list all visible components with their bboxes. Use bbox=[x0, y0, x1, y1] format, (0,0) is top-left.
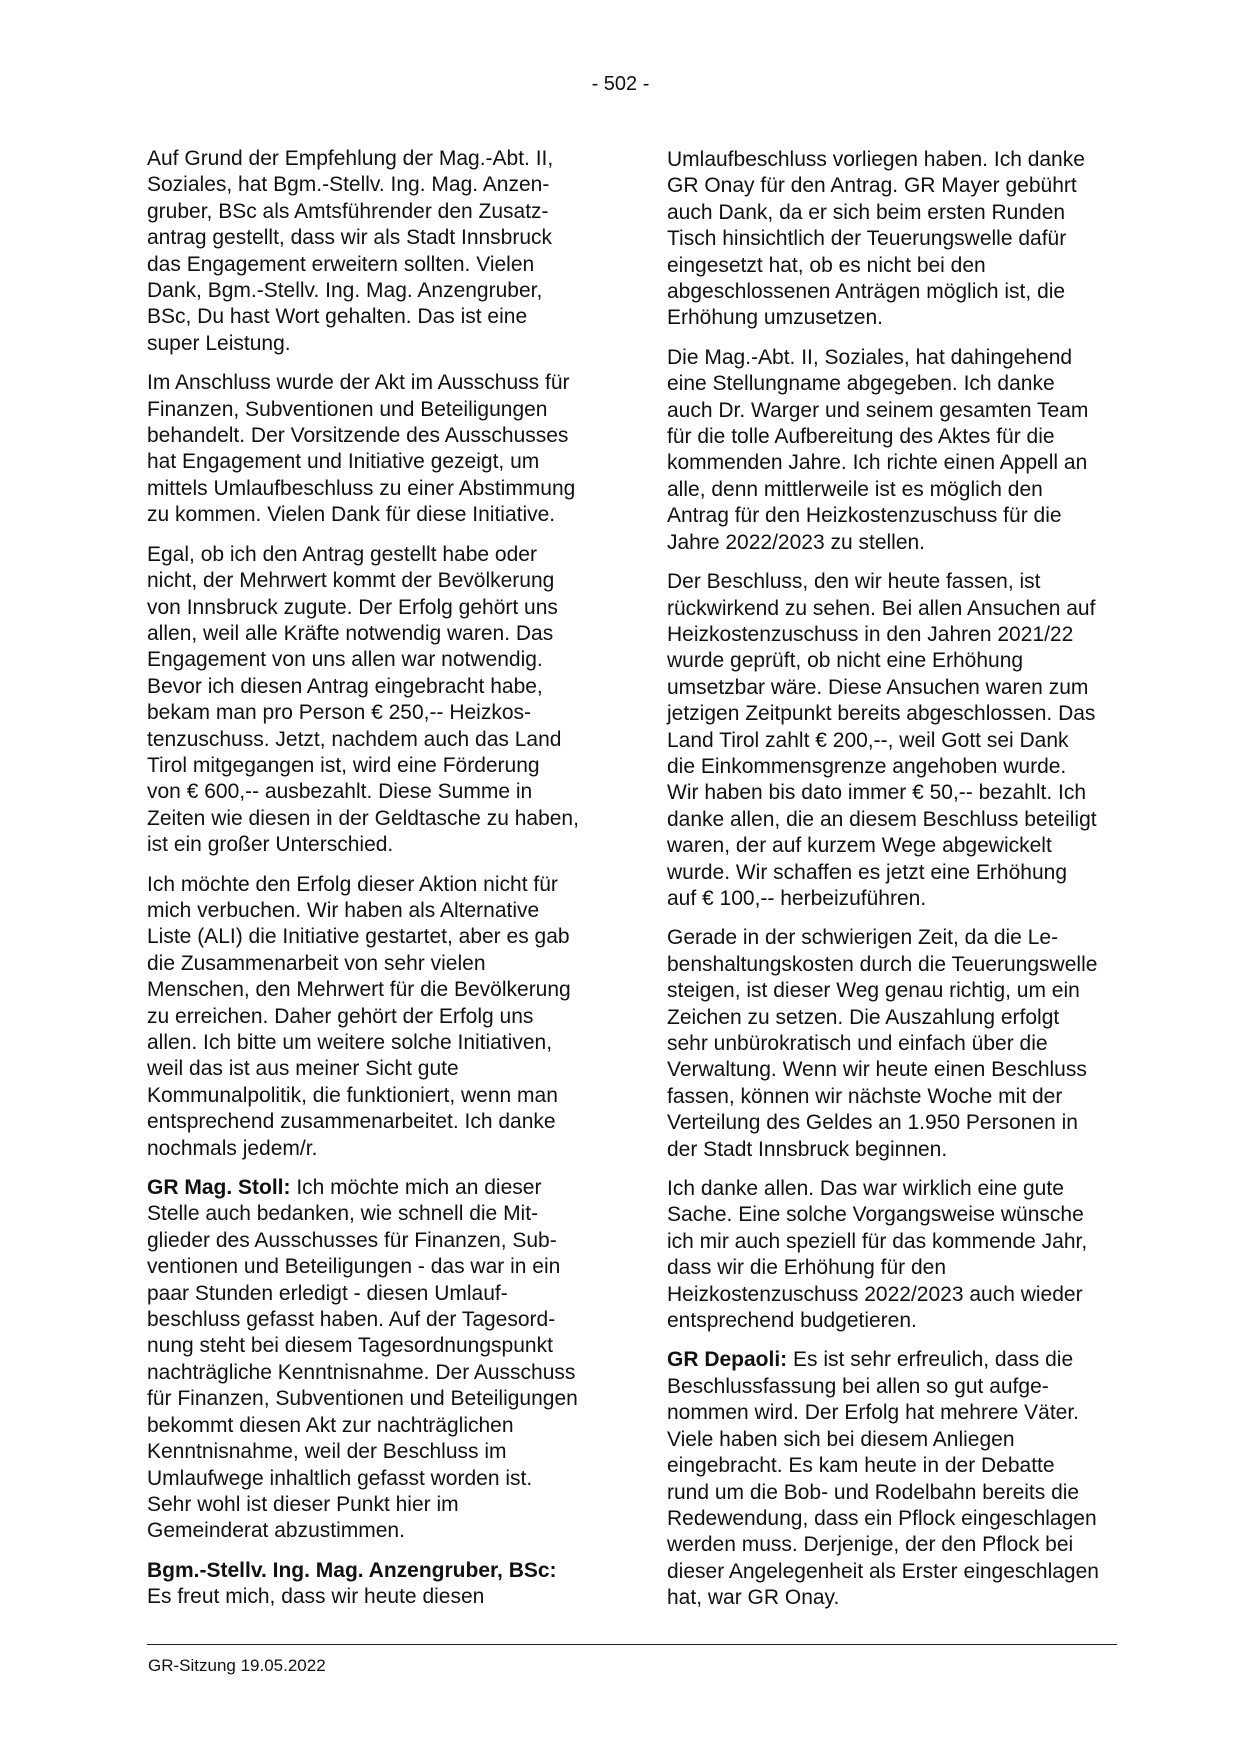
paragraph-text: Egal, ob ich den Antrag gestellt habe oder nicht, der Mehrwert kommt der Bevölkerung von Innsbruck zugute. Der Erfolg gehört uns allen, weil alle Kräfte notwendig waren. Das Engagement von uns allen war notwendig. Bevor ich diesen Antrag eingebracht habe, bekam man pro Person € 250,-- Heizkostenzuschuss. Jetzt, nachdem auch das Land Tirol mitgegangen ist, wird eine Förderung von € 600,-- ausbezahlt. Diese Summe in Zeiten wie diesen in der Geldtasche zu haben, ist ein großer Unterschied. bbox=[147, 542, 579, 857]
paragraph bbox=[147, 146, 579, 357]
paragraph bbox=[667, 569, 1099, 912]
paragraph-text: Im Anschluss wurde der Akt im Ausschuss für Finanzen, Subventionen und Beteiligungen behandelt. Der Vorsitzende des Ausschusses hat Engagement und Initiative gezeigt, um mittels Umlaufbeschluss zu einer Abstimmung zu kommen. Vielen Dank für diese Initiative. bbox=[147, 371, 576, 527]
paragraph-text: Die Mag.-Abt. II, Soziales, hat dahingehend eine Stellungname abgegeben. Ich danke auch Dr. Warger und seinem gesamten Team für die tolle Aufbereitung des Aktes für die kommenden Jahre. Ich richte einen Appell an alle, denn mittlerweile ist es möglich den Antrag für den Heizkostenzuschuss für die Jahre 2022/2023 zu stellen. bbox=[667, 345, 1089, 554]
paragraph-text: Auf Grund der Empfehlung der Mag.-Abt. II, Soziales, hat Bgm.-Stellv. Ing. Mag. Anzengruber, BSc als Amtsführender den Zusatzantrag gestellt, dass wir als Stadt Innsbruck das Engagement erweitern sollten. Vielen Dank, Bgm.-Stellv. Ing. Mag. Anzengruber, BSc, Du hast Wort gehalten. Das ist eine super Leistung. bbox=[147, 147, 554, 355]
footer-divider bbox=[147, 1644, 1117, 1645]
paragraph bbox=[147, 370, 579, 528]
speaker-name: GR Mag. Stoll: bbox=[147, 1176, 291, 1200]
paragraph bbox=[147, 542, 579, 859]
footer-session-date: GR-Sitzung 19.05.2022 bbox=[148, 1656, 326, 1675]
speaker-name: GR Depaoli: bbox=[667, 1348, 788, 1372]
page-number: - 502 - bbox=[591, 73, 650, 95]
speaker-name: Bgm.-Stellv. Ing. Mag. Anzengruber, BSc: bbox=[147, 1558, 557, 1582]
right-column bbox=[667, 147, 1099, 1625]
paragraph-text: Gerade in der schwierigen Zeit, da die Lebenshaltungskosten durch die Teuerungswelle steigen, ist dieser Weg genau richtig, um ein Zeichen zu setzen. Die Auszahlung erfolgt sehr unbürokratisch und einfach über die Verwaltung. Wenn wir heute einen Beschluss fassen, können wir nächste Woche mit der Verteilung des Geldes an 1.950 Personen in der Stadt Innsbruck beginnen. bbox=[667, 926, 1098, 1161]
paragraph bbox=[667, 147, 1099, 332]
paragraph-text: Der Beschluss, den wir heute fassen, ist rückwirkend zu sehen. Bei allen Ansuchen auf Heizkostenzuschuss in den Jahren 2021/22 wurde geprüft, ob nicht eine Erhöhung umsetzbar wäre. Diese Ansuchen waren zum jetzigen Zeitpunkt bereits abgeschlossen. Das Land Tirol zahlt € 200,--, weil Gott sei Dank die Einkommensgrenze angehoben wurde. Wir haben bis dato immer € 50,-- bezahlt. Ich danke allen, die an diesem Beschluss beteiligt waren, der auf kurzem Wege abgewickelt wurde. Wir schaffen es jetzt eine Erhöhung auf € 100,-- herbeizuführen. bbox=[667, 570, 1097, 910]
paragraph-text: Es ist sehr erfreulich, dass die Beschlussfassung bei allen so gut aufgenommen wird. Der Erfolg hat mehrere Väter. Viele haben sich bei diesem Anliegen eingebracht. Es kam heute in der Debatte rund um die Bob- und Rodelbahn bereits die Redewendung, dass ein Pflock eingeschlagen werden muss. Derjenige, der den Pflock bei dieser Angelegenheit als Erster eingeschlagen hat, war GR Onay. bbox=[667, 1348, 1099, 1610]
paragraph-text: Umlaufbeschluss vorliegen haben. Ich danke GR Onay für den Antrag. GR Mayer gebührt auch Dank, da er sich beim ersten Runden Tisch hinsichtlich der Teuerungswelle dafür eingesetzt hat, ob es nicht bei den abgeschlossenen Anträgen möglich ist, die Erhöhung umzusetzen. bbox=[667, 148, 1085, 330]
paragraph bbox=[667, 345, 1099, 556]
paragraph-text: Ich danke allen. Das war wirklich eine gute Sache. Eine solche Vorgangsweise wünsche ich mir auch speziell für das kommende Jahr, dass wir die Erhöhung für den Heizkostenzuschuss 2022/2023 auch wieder entsprechend budgetieren. bbox=[667, 1177, 1088, 1333]
paragraph bbox=[147, 872, 579, 1162]
paragraph-text: Ich möchte den Erfolg dieser Aktion nicht für mich verbuchen. Wir haben als Alternative Liste (ALI) die Initiative gestartet, aber es gab die Zusammenarbeit von sehr vielen Menschen, den Mehrwert für die Bevölkerung zu erreichen. Daher gehört der Erfolg uns allen. Ich bitte um weitere solche Initiativen, weil das ist aus meiner Sicht gute Kommunalpolitik, die funktioniert, wenn man entsprechend zusammenarbeitet. Ich danke nochmals jedem/r. bbox=[147, 872, 571, 1160]
paragraph-text: Ich möchte mich an dieser Stelle auch bedanken, wie schnell die Mitglieder des Ausschusses für Finanzen, Subventionen und Beteiligungen - das war in ein paar Stunden erledigt - diesen Umlaufbeschluss gefasst haben. Auf der Tagesordnung steht bei diesem Tagesordnungspunkt nachträgliche Kenntnisnahme. Der Ausschuss für Finanzen, Subventionen und Beteiligungen bekommt diesen Akt zur nachträglichen Kenntnisnahme, weil der Beschluss im Umlaufwege inhaltlich gefasst worden ist. Sehr wohl ist dieser Punkt hier im Gemeinderat abzustimmen. bbox=[147, 1176, 578, 1543]
left-column bbox=[147, 146, 579, 1624]
paragraph bbox=[147, 1175, 579, 1545]
paragraph bbox=[667, 1176, 1099, 1334]
paragraph bbox=[147, 1558, 579, 1611]
paragraph bbox=[667, 1347, 1099, 1611]
paragraph-text: Es freut mich, dass wir heute diesen bbox=[147, 1585, 485, 1609]
paragraph bbox=[667, 925, 1099, 1163]
